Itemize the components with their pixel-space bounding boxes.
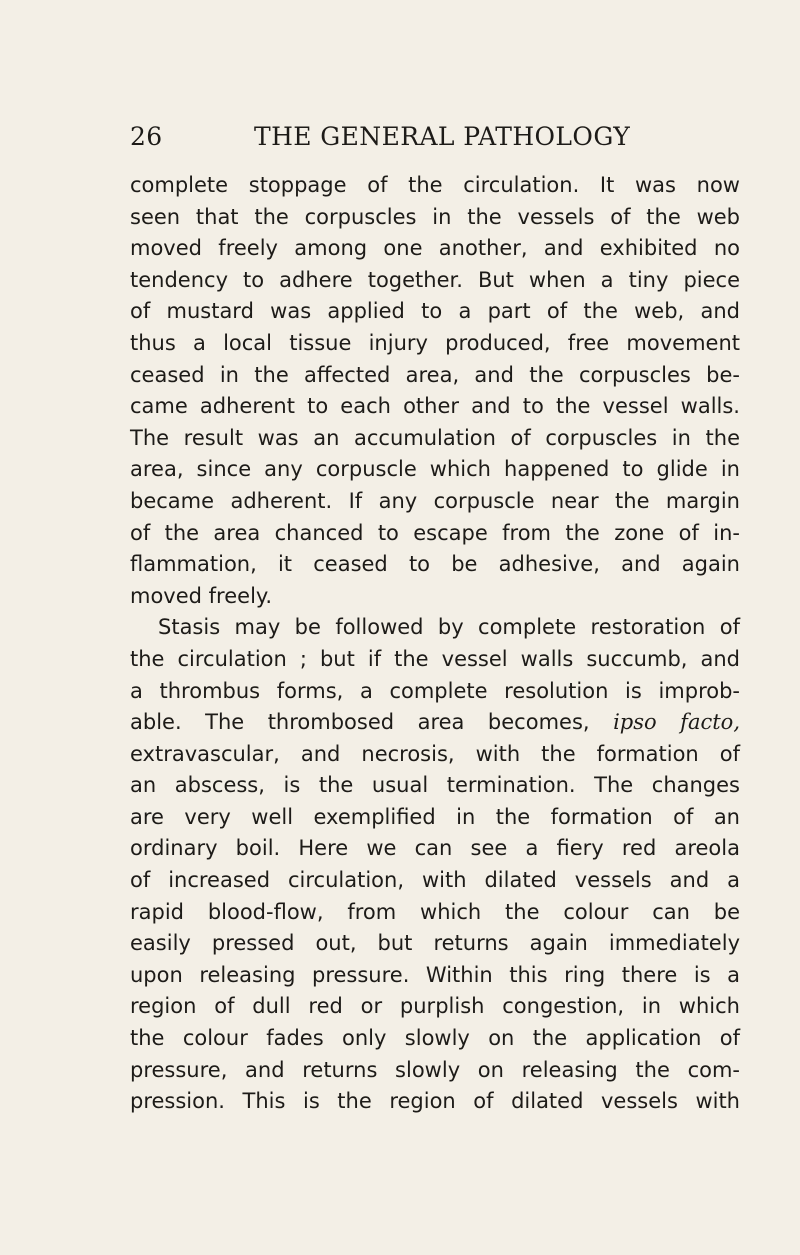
text-line: moved freely among one another, and exhibited no bbox=[130, 236, 740, 261]
text-line: pression. This is the region of dilated vessels with bbox=[130, 1089, 740, 1114]
text-line: extravascular, and necrosis, with the formation of bbox=[130, 741, 740, 766]
italic-phrase: ipso facto, bbox=[613, 710, 740, 735]
text-line: ordinary boil. Here we can see a fiery red areola bbox=[130, 836, 740, 861]
text-line: pressure, and returns slowly on releasing the com- bbox=[130, 1057, 740, 1082]
text-line: seen that the corpuscles in the vessels of the web bbox=[130, 204, 740, 229]
running-head bbox=[130, 122, 640, 162]
text-line: became adherent. If any corpuscle near the margin bbox=[130, 488, 740, 513]
text-line: complete stoppage of the circulation. It was now bbox=[130, 173, 740, 197]
text-line: flammation, it ceased to be adhesive, and again bbox=[130, 552, 740, 577]
text-line: region of dull red or purplish congestion, in which bbox=[130, 994, 740, 1019]
text-line: the colour fades only slowly on the application of bbox=[130, 1026, 740, 1051]
text-line: of increased circulation, with dilated vessels and a bbox=[130, 868, 740, 893]
page-number: 26 bbox=[130, 122, 163, 151]
text-line: thus a local tissue injury produced, free movement bbox=[130, 330, 740, 355]
text-line: tendency to adhere together. But when a tiny piece bbox=[130, 267, 740, 292]
text-line-paragraph-end: moved freely. bbox=[130, 583, 273, 608]
page-title: THE GENERAL PATHOLOGY bbox=[254, 122, 631, 151]
text-line: easily pressed out, but returns again immediately bbox=[130, 931, 740, 956]
text-line: area, since any corpuscle which happened to glide in bbox=[130, 457, 740, 482]
text-line: an abscess, is the usual termination. The changes bbox=[130, 773, 740, 798]
text-line-paragraph-start: Stasis may be followed by complete restoration of bbox=[158, 615, 740, 640]
text-line: are very well exemplified in the formation of an bbox=[130, 804, 740, 829]
text-line: came adherent to each other and to the vessel walls. bbox=[130, 394, 740, 419]
text-line: The result was an accumulation of corpuscles in the bbox=[130, 425, 740, 450]
text-line: of mustard was applied to a part of the web, and bbox=[130, 299, 740, 324]
text-line: a thrombus forms, a complete resolution is improb- bbox=[130, 678, 740, 703]
text-line: the circulation ; but if the vessel walls succumb, and bbox=[130, 646, 740, 671]
text-line: of the area chanced to escape from the zone of in- bbox=[130, 520, 740, 545]
body-text bbox=[130, 170, 740, 1118]
text-line: ceased in the affected area, and the corpuscles be- bbox=[130, 362, 740, 387]
text-line: upon releasing pressure. Within this ring there is a bbox=[130, 962, 740, 987]
text-line: rapid blood-flow, from which the colour can be bbox=[130, 899, 740, 924]
text-segment: able. The thrombosed area becomes, bbox=[130, 710, 590, 735]
text-line-with-italic bbox=[130, 707, 740, 739]
